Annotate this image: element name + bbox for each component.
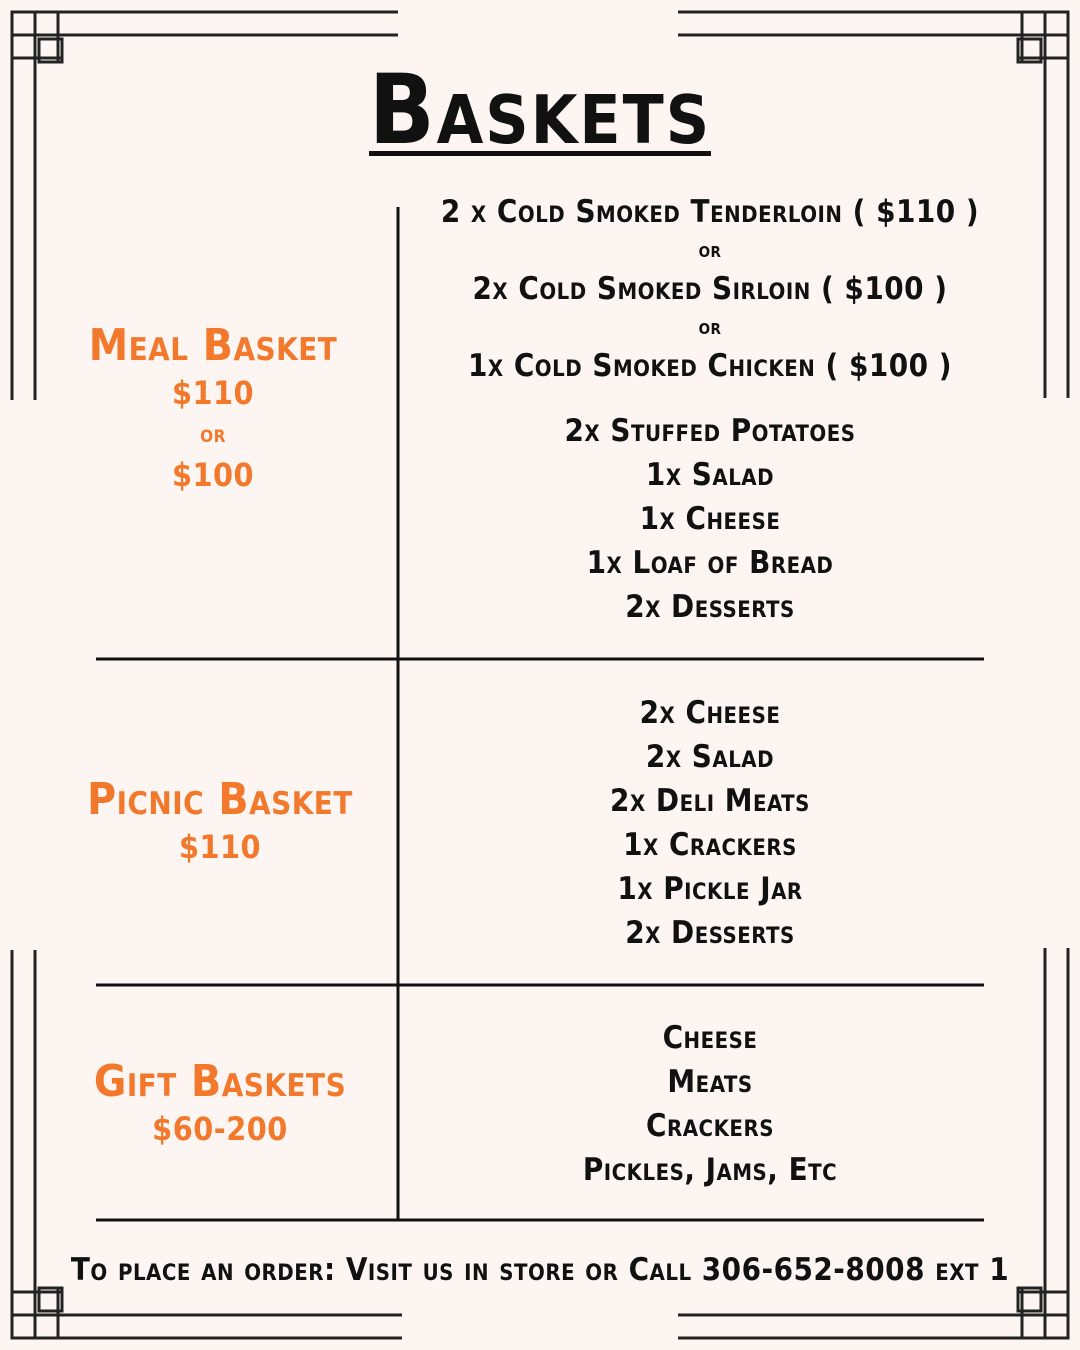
- list-item: 2x Salad: [645, 739, 775, 775]
- list-item: 2x Stuffed Potatoes: [564, 413, 856, 449]
- list-item: 2x Cheese: [639, 695, 781, 731]
- list-item: 1x Loaf of Bread: [586, 545, 834, 581]
- meal-basket-name: Meal Basket: [88, 320, 338, 371]
- list-item: Pickles, Jams, Etc: [582, 1152, 838, 1188]
- meal-option: 2x Cold Smoked Sirloin ( $100 ): [472, 271, 948, 307]
- picnic-basket-items: [410, 691, 1010, 955]
- picnic-basket-heading: [60, 774, 380, 868]
- meal-basket-items: [410, 409, 1010, 629]
- meal-option-or: or: [698, 315, 722, 340]
- list-item: Meats: [667, 1064, 753, 1100]
- list-item: Cheese: [662, 1020, 758, 1056]
- list-item: Crackers: [646, 1108, 774, 1144]
- picnic-basket-name: Picnic Basket: [87, 774, 353, 825]
- order-instructions: To place an order: Visit us in store or Call 306-652-8008 ext 1: [70, 1252, 1010, 1288]
- list-item: 2x Deli Meats: [610, 783, 810, 819]
- meal-option: 1x Cold Smoked Chicken ( $100 ): [467, 348, 953, 384]
- list-item: 2x Desserts: [625, 589, 795, 625]
- list-item: 1x Pickle Jar: [617, 871, 803, 907]
- list-item: 1x Crackers: [623, 827, 797, 863]
- gift-baskets-price: $60-200: [152, 1110, 288, 1148]
- picnic-basket-price: $110: [178, 828, 262, 866]
- meal-basket-price-2: $100: [171, 456, 255, 494]
- meal-basket-options: [410, 190, 1010, 388]
- meal-option-or: or: [698, 238, 722, 263]
- list-item: 1x Salad: [645, 457, 775, 493]
- gift-baskets-heading: [60, 1056, 380, 1150]
- meal-basket-price-1: $110: [171, 374, 255, 412]
- meal-option: 2 x Cold Smoked Tenderloin ( $110 ): [440, 194, 980, 230]
- meal-basket-or: or: [200, 420, 226, 448]
- meal-basket-heading: [60, 320, 366, 496]
- page-title: Baskets: [368, 54, 712, 166]
- gift-baskets-name: Gift Baskets: [93, 1056, 347, 1107]
- gift-baskets-items: [410, 1016, 1010, 1192]
- list-item: 2x Desserts: [625, 915, 795, 951]
- list-item: 1x Cheese: [639, 501, 781, 537]
